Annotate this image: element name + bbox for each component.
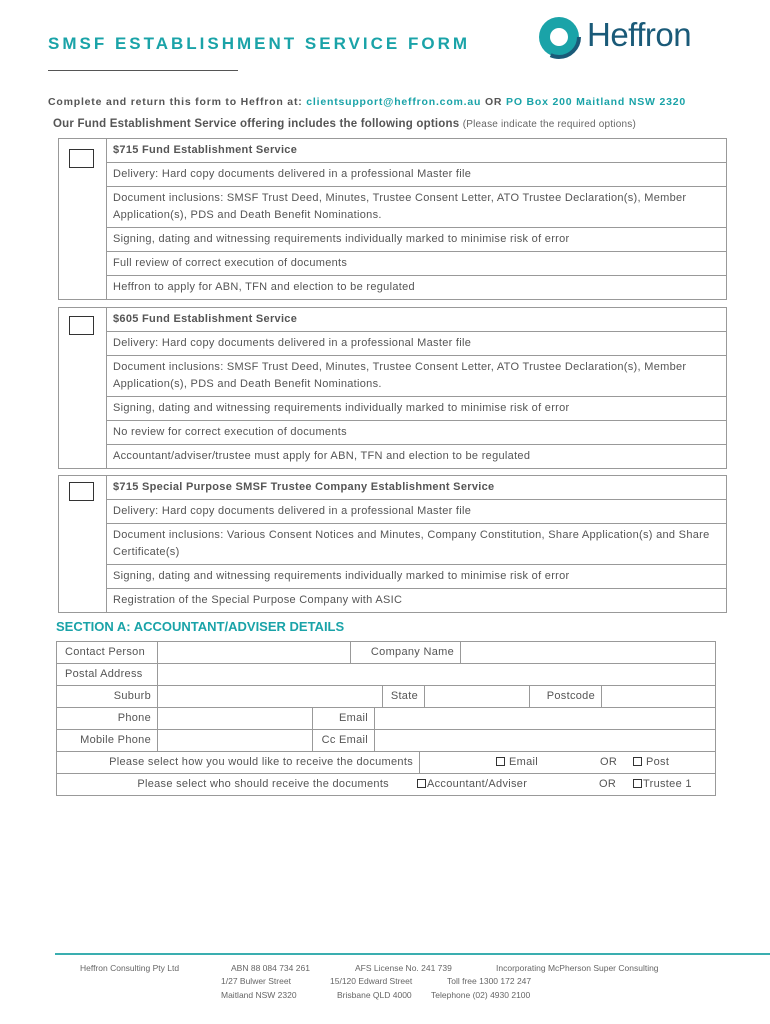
service-2-item: Accountant/adviser/trustee must apply for ABN, TFN and election to be regulated [113,450,531,462]
option-trustee[interactable] [633,774,692,795]
email-checkbox-icon[interactable] [496,757,505,766]
service-1-checkbox-cell [59,139,107,299]
heffron-logo [537,15,737,60]
footer-company: Heffron Consulting Pty Ltd [80,963,180,973]
table-row [57,752,715,774]
service-3-checkbox[interactable] [69,482,94,501]
po-box-address: PO Box 200 Maitland NSW 2320 [506,96,686,108]
table-row [57,686,715,708]
footer-address-2-line-1: 15/120 Edward Street [330,976,413,986]
or-text: OR [600,756,618,768]
footer-address-2-line-2: Brisbane QLD 4000 [337,990,412,1000]
footer-address-1-line-2: Maitland NSW 2320 [221,990,297,1000]
section-a-title: SECTION A: ACCOUNTANT/ADVISER DETAILS [56,619,345,634]
service-3-item: Registration of the Special Purpose Company with ASIC [113,594,403,606]
service-option-3 [58,475,727,613]
option-post[interactable] [633,752,669,773]
offer-text: Our Fund Establishment Service offering includes the following options [53,118,463,130]
heffron-logo-icon [537,15,587,60]
option-post-label: Post [646,756,670,768]
suburb-input[interactable] [157,686,382,707]
service-1-item: Signing, dating and witnessing requirements individually marked to minimise risk of error [107,228,726,252]
cc-email-input[interactable] [374,730,715,751]
company-name-label: Company Name [350,642,460,663]
state-label: State [382,686,424,707]
accountant-details-table [56,641,716,796]
postcode-label: Postcode [529,686,601,707]
phone-label: Phone [117,712,151,724]
title-underline [48,70,238,71]
service-1-item: Delivery: Hard copy documents delivered in a professional Master file [107,163,726,187]
service-3-checkbox-cell [59,476,107,612]
state-input[interactable] [424,686,529,707]
contact-person-input[interactable] [157,642,350,663]
service-option-2 [58,307,727,469]
service-1-item: Document inclusions: SMSF Trust Deed, Minutes, Trustee Consent Letter, ATO Trustee Declaration(s), Member Application(s), PDS and Death Benefit Nominations. [107,187,726,228]
contact-email-link[interactable]: clientsupport@heffron.com.au [306,96,482,108]
service-1-checkbox[interactable] [69,149,94,168]
mobile-phone-input[interactable] [157,730,312,751]
intro-text [48,96,686,108]
accountant-checkbox-icon[interactable] [417,779,426,788]
footer-tollfree: Toll free 1300 172 247 [447,976,532,986]
footer-telephone: Telephone (02) 4930 2100 [431,990,531,1000]
contact-person-label: Contact Person [65,646,146,658]
service-option-1 [58,138,727,300]
service-1-heading: $715 Fund Establishment Service [107,139,726,163]
option-trustee-label: Trustee 1 [643,778,692,790]
postal-address-input[interactable] [157,664,715,685]
receiver-label: Please select who should receive the documents [137,778,389,790]
or-text: OR [599,778,617,790]
cc-email-label: Cc Email [312,730,374,751]
option-accountant-label: Accountant/Adviser [427,778,528,790]
company-name-input[interactable] [460,642,715,663]
offer-heading [53,118,636,130]
receive-method-label: Please select how you would like to receive the documents [109,756,413,768]
table-row [57,708,715,730]
table-row [57,730,715,752]
table-row [57,642,715,664]
table-row [57,774,715,795]
service-3-item: Signing, dating and witnessing requirements individually marked to minimise risk of error [107,565,726,589]
receive-method-options [419,752,715,773]
option-email[interactable] [496,752,538,773]
form-title: SMSF ESTABLISHMENT SERVICE FORM [48,34,471,53]
email-input[interactable] [374,708,715,729]
service-3-item: Delivery: Hard copy documents delivered in a professional Master file [107,500,726,524]
footer-afs: AFS License No. 241 739 [355,963,452,973]
postcode-input[interactable] [601,686,715,707]
option-accountant[interactable] [417,774,527,795]
table-row [57,664,715,686]
service-1-item: Heffron to apply for ABN, TFN and election to be regulated [113,281,415,293]
brand-name: Heffron [587,16,692,53]
service-1-item: Full review of correct execution of documents [107,252,726,276]
intro-or: OR [481,96,507,108]
service-3-heading: $715 Special Purpose SMSF Trustee Company Establishment Service [107,476,726,500]
service-2-checkbox-cell [59,308,107,468]
service-2-item: Delivery: Hard copy documents delivered in a professional Master file [107,332,726,356]
service-2-item: Signing, dating and witnessing requirements individually marked to minimise risk of error [107,397,726,421]
footer-abn: ABN 88 084 734 261 [231,963,310,973]
postal-address-label: Postal Address [65,668,143,680]
receiver-options [395,774,715,795]
email-label: Email [312,708,374,729]
mobile-phone-label: Mobile Phone [80,734,151,746]
intro-prefix: Complete and return this form to Heffron at: [48,96,307,108]
footer-incorporating: Incorporating McPherson Super Consulting [496,963,659,973]
suburb-label: Suburb [113,690,151,702]
offer-note: (Please indicate the required options) [462,119,636,130]
trustee-checkbox-icon[interactable] [633,779,642,788]
service-2-item: Document inclusions: SMSF Trust Deed, Minutes, Trustee Consent Letter, ATO Trustee Declaration(s), Member Application(s), PDS and Death Benefit Nominations. [107,356,726,397]
footer-divider [55,953,770,955]
phone-input[interactable] [157,708,312,729]
service-2-item: No review for correct execution of documents [107,421,726,445]
service-3-item: Document inclusions: Various Consent Notices and Minutes, Company Constitution, Share Application(s) and Share Certificate(s) [107,524,726,565]
service-2-checkbox[interactable] [69,316,94,335]
option-email-label: Email [509,756,539,768]
post-checkbox-icon[interactable] [633,757,642,766]
service-2-heading: $605 Fund Establishment Service [107,308,726,332]
footer-address-1-line-1: 1/27 Bulwer Street [221,976,291,986]
